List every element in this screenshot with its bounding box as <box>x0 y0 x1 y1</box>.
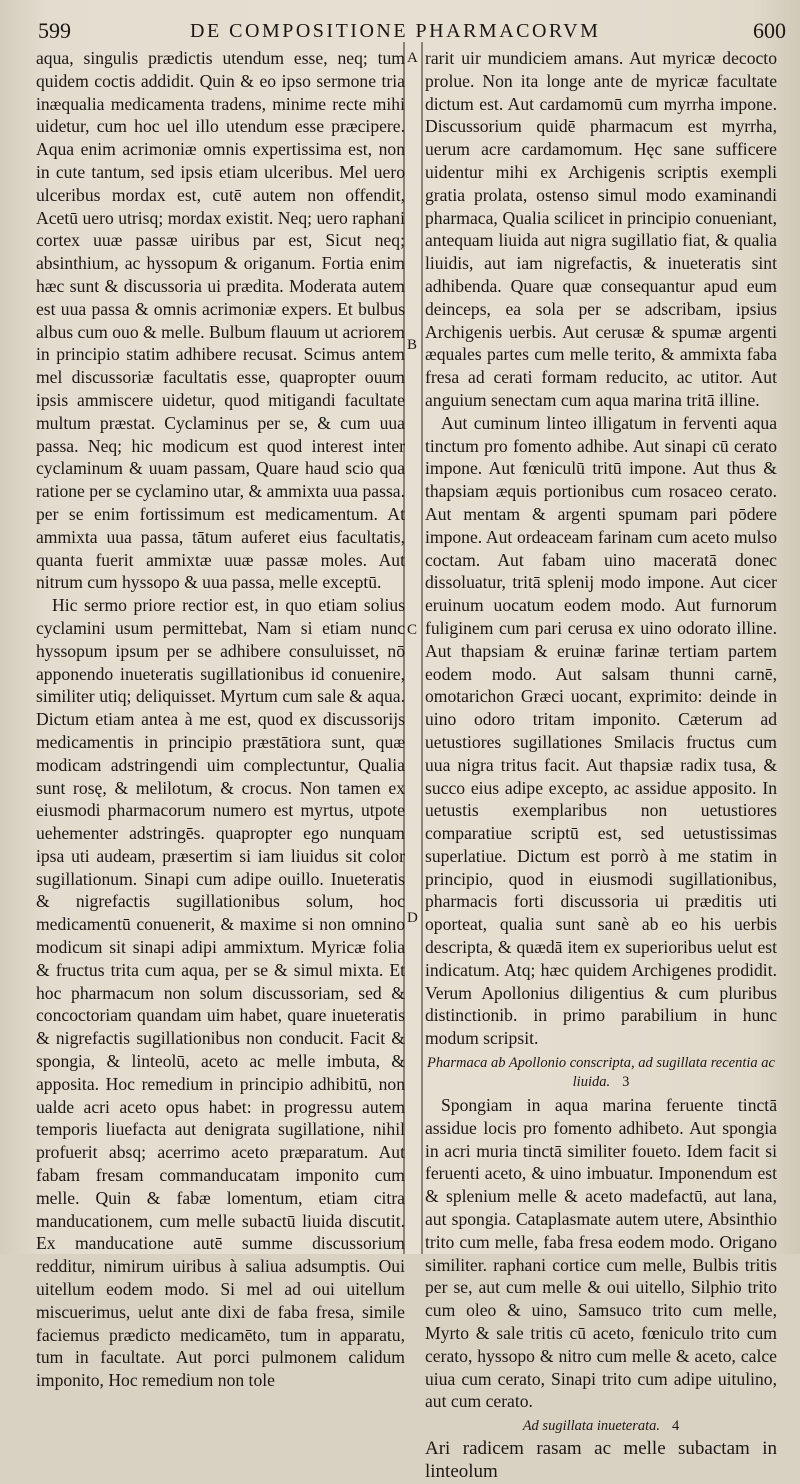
right-text-column <box>425 47 777 1483</box>
section-number-3: 3 <box>622 1074 630 1091</box>
section-heading-inueterata-text: Ad sugillata inueterata. <box>522 1418 661 1435</box>
running-header <box>0 12 800 42</box>
page-number-right: 600 <box>753 18 786 43</box>
margin-letter-a: A <box>407 50 418 66</box>
margin-letter-d: D <box>407 910 418 926</box>
right-paragraph-2: Aut cuminum linteo illigatum in ferventi aqua tinctum pro fomento adhibe. Aut sinapi cū cerato impone. Aut fœniculū tritū impone. Aut thus & thapsiam æquis portionibus cum rosaceo cerato. Aut mentam & argenti spumam pari pōdere impone. Aut ordeaceam farinam cum aceto mulso coctam. Aut fabam uino maceratā donec dissoluatur, tritā splenij modo impone. Aut cicer eruinum uocatum eodem modo. Aut furnorum fuliginem cum pari cerusa ex uino odorato illine. Aut thapsiam & eruinæ farinæ tertiam partem eodem modo. Aut salsam thunni carnē, omotarichon Græci uocant, exprimito: deinde in uino odoro tritam imponito. Cæterum ad uetustiores sugillationes Smilacis fructus cum uua nigra tritus facit. Aut thapsiæ radix tusa, & succo eius adipe excepto, ac assidue apposito. In uetustis exemplaribus non uetustiores comparatiue scriptū est, sed uetustissimas superlatiue. Dictum est porrò à me statim in principio, quod in eiusmodi sugillationibus, pharmacis forti discussoria ui præditis uti oporteat, qualia sunt sanè ab eo his uerbis descripta, & quædā item ex superioribus uelut est indicatum. Atq; hæc quidem Archigenes prodidit. Verum Apollonius diligentius & cum pluribus distinctionib. in primo parabilium in hunc modum scripsit. <box>425 412 777 1049</box>
right-paragraph-4: Ari radicem rasam ac melle subactam in linteolum <box>425 1438 777 1483</box>
section-heading-inueterata <box>425 1417 777 1436</box>
column-rule-right <box>421 42 423 1254</box>
section-heading-apollonius <box>425 1054 777 1092</box>
right-paragraph-3: Spongiam in aqua marina feruente tinctā assidue locis pro fomento adhibeto. Aut spongia in acri muria tinctā similiter foueto. Idem facit si feruenti aceto, & uino imbuatur. Imponendum est & splenium melle & aceto madefactū, aut lana, aut spongia. Cataplasmate autem utere, Absinthio trito cum melle, faba fresa eodem modo. Origano similiter. raphani cortice cum melle, Bulbis tritis per se, aut cum melle & oui uitello, Silphio trito cum oleo & uino, Samsuco trito cum melle, Myrto & sale tritis cū aceto, fœniculo trito cum cerato, hyssopo & nitro cum melle & aceto, calce uiua cum cerato, Sinapi trito cum adipe uitulino, aut cum cerato. <box>425 1095 777 1412</box>
margin-letter-c: C <box>407 622 418 638</box>
left-text-column <box>36 47 405 1391</box>
section-number-4: 4 <box>672 1418 680 1435</box>
left-paragraph-2: Hic sermo priore rectior est, in quo etiam solius cyclamini usum permittebat, Nam si etiam nunc hyssopum ipsum per se adhibere consuluisset, nō apponendo inueteratis sugillationibus id conuenire, similiter utiq; deliquisset. Myrtum cum sale & aqua. Dictum etiam antea à me est, quod ex discussorijs medicamentis in principio præstātiora sunt, quæ modicam adstringendi uim complectuntur, Qualia sunt rosę, & melilotum, & crocus. Non tamen ex eiusmodi pharmacorum numero est myrtus, utpote uehementer adstringēs. quapropter ego nunquam ipsa uti audeam, præsertim si iam liuidus sit color sugillationum. Sinapi cum adipe ouillo. Inueteratis & nigrefactis sugillationibus solum, hoc medicamentū conuenerit, & maxime si non omnino modicum sit sinapi adipi ammixtum. Myricæ folia & fructus trita cum aqua, per se & simul mixta. Et hoc pharmacum non solum discussoriam, sed & concoctoriam quandam uim habet, quare inueteratis & nigrefactis sugillationibus non conducit. Facit & spongia, & linteolū, aceto ac melle imbuta, & apposita. Hoc remedium in principio adhibitū, non ualde acri aceto opus habet: in progressu autem temporis liuefacta aut denigrata sugillatione, nihil profuerit absq; acerrimo aceto præparatum. Aut fabam fresam commanducatam imponito cum melle. Quin & fabæ lomentum, etiam citra manducationem, cum melle subactū liuida discutit. Ex manducatione autē summe discussorium redditur, nimirum uiribus à saliua adsumptis. Oui uitellum eodem modo. Si mel ad oui uitellum miscuerimus, uelut ante dixi de faba fresa, simile faciemus prædicto medicamēto, tum in apparatu, tum in facultate. Aut porci pulmonem calidum imponito, Hoc remedium non tole <box>36 595 405 1391</box>
page-number-left: 599 <box>38 18 71 43</box>
right-paragraph-1: rarit uir mundiciem amans. Aut myricæ decocto prolue. Non ita longe ante de myricæ facultate dictum est. Aut cardamomū cum myrrha impone. Discussorium quidē pharmacum est myrrha, uerum acre cardamomum. Hęc sane sufficere uidentur mihi ex Archigenis scriptis exempli gratia prolata, ostenso simul modo examinandi pharmaca, Qualia scilicet in principio conueniant, antequam liuida aut nigra sugillatio fiat, & qualia liuidis, aut iam nigrefactis, & inueteratis sint adhibenda. Quare quæ consequantur apud eum deinceps, ea sola per se adscribam, ipsius Archigenis uerbis. Aut cerusæ & spumæ argenti æquales partes cum melle terito, & ammixta faba fresa ad cerati formam reducito, ac utitor. Aut anguium senectam cum aqua marina tritā illine. <box>425 48 777 410</box>
section-heading-apollonius-text: Pharmaca ab Apollonio conscripta, ad sugillata recentia ac liuida. <box>427 1055 775 1091</box>
running-title: DE COMPOSITIONE PHARMACORVM <box>190 20 601 42</box>
left-paragraph-1: aqua, singulis prædictis utendum esse, neq; tum quidem coctis addidit. Quin & eo ipso sermone tria inæqualia medicamenta tradens, minime recte mihi uidetur, cum hoc uel illo utendum esse præcipere. Aqua enim acrimoniæ omnis expertissima est, non in cute tantum, sed ipsis etiam ulceribus. Mel uero ulceribus mordax est, cutē autem non offendit, Acetū uero utrisq; mordax existit. Neq; uero raphani cortex uuæ passæ uiribus par est, Sicut neq; absinthium, ac hyssopum & origanum. Fortia enim hæc sunt & discussoria ui prædita. Moderata autem est uua passa & omnis acrimoniæ expers. Et bulbus albus cum ouo & melle. Bulbum flauum ut acriorem in principio statim adhibere recusat. Scimus antem mel discussoriæ facultatis esse, quapropter ouum ipsis ammiscere uidetur, quod mitigandi facultate multum præstat. Cyclaminus per se, & cum uua passa. Neq; hic modicum est quod interest inter cyclaminum & uuam passam, Quare haud scio qua ratione per se cyclamino utar, & ammixta uua passa. per se enim fortissimum est medicamentum. At ammixta uua passa, tātum auferet eius facultatis, quanta fuerit ammixtæ uuæ passæ moles. Aut nitrum cum hyssopo & uua passa, melle exceptū. <box>36 48 405 593</box>
margin-letter-b: B <box>407 337 418 353</box>
